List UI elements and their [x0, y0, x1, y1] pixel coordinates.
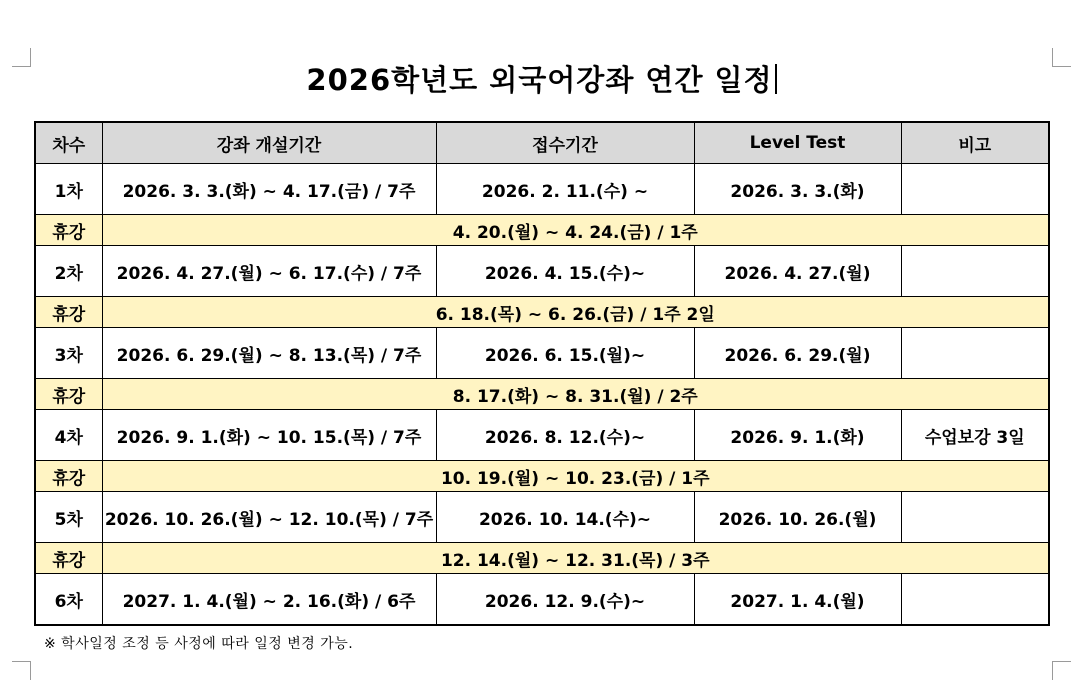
remarks-cell[interactable]	[901, 328, 1049, 379]
course-period-cell[interactable]: 2026. 6. 29.(월) ~ 8. 13.(목) / 7주	[102, 328, 436, 379]
document-title[interactable]: 2026학년도 외국어강좌 연간 일정	[0, 58, 1083, 99]
header-round[interactable]: 차수	[35, 122, 102, 164]
header-course-period[interactable]: 강좌 개설기간	[102, 122, 436, 164]
course-period-cell[interactable]: 2026. 10. 26.(월) ~ 12. 10.(목) / 7주	[102, 492, 436, 543]
break-row	[35, 543, 1049, 574]
registration-cell[interactable]: 2026. 2. 11.(수) ~	[436, 164, 694, 215]
page-corner-mark	[1052, 661, 1071, 680]
break-row	[35, 461, 1049, 492]
break-period-cell[interactable]: 4. 20.(월) ~ 4. 24.(금) / 1주	[102, 215, 1049, 246]
remarks-cell[interactable]	[901, 164, 1049, 215]
level-test-cell[interactable]: 2026. 4. 27.(월)	[694, 246, 901, 297]
registration-cell[interactable]: 2026. 6. 15.(월)~	[436, 328, 694, 379]
break-row	[35, 379, 1049, 410]
table-row	[35, 410, 1049, 461]
footnote[interactable]: ※ 학사일정 조정 등 사정에 따라 일정 변경 가능.	[44, 636, 354, 652]
registration-cell[interactable]: 2026. 12. 9.(수)~	[436, 574, 694, 626]
schedule-table[interactable]	[34, 121, 1050, 626]
course-period-cell[interactable]: 2026. 4. 27.(월) ~ 6. 17.(수) / 7주	[102, 246, 436, 297]
break-period-cell[interactable]: 6. 18.(목) ~ 6. 26.(금) / 1주 2일	[102, 297, 1049, 328]
course-period-cell[interactable]: 2026. 9. 1.(화) ~ 10. 15.(목) / 7주	[102, 410, 436, 461]
break-label-cell[interactable]: 휴강	[35, 379, 102, 410]
remarks-cell[interactable]	[901, 492, 1049, 543]
page-corner-mark	[12, 661, 31, 680]
level-test-cell[interactable]: 2026. 6. 29.(월)	[694, 328, 901, 379]
level-test-cell[interactable]: 2027. 1. 4.(월)	[694, 574, 901, 626]
break-label-cell[interactable]: 휴강	[35, 543, 102, 574]
remarks-cell[interactable]	[901, 574, 1049, 626]
header-remarks[interactable]: 비고	[901, 122, 1049, 164]
break-label-cell[interactable]: 휴강	[35, 215, 102, 246]
header-registration-period[interactable]: 접수기간	[436, 122, 694, 164]
break-label-cell[interactable]: 휴강	[35, 297, 102, 328]
break-period-cell[interactable]: 10. 19.(월) ~ 10. 23.(금) / 1주	[102, 461, 1049, 492]
level-test-cell[interactable]: 2026. 3. 3.(화)	[694, 164, 901, 215]
remarks-cell[interactable]: 수업보강 3일	[901, 410, 1049, 461]
level-test-cell[interactable]: 2026. 10. 26.(월)	[694, 492, 901, 543]
round-cell[interactable]: 6차	[35, 574, 102, 626]
table-header-row	[35, 122, 1049, 164]
table-row	[35, 328, 1049, 379]
table-row	[35, 574, 1049, 626]
round-cell[interactable]: 3차	[35, 328, 102, 379]
remarks-cell[interactable]	[901, 246, 1049, 297]
level-test-cell[interactable]: 2026. 9. 1.(화)	[694, 410, 901, 461]
break-row	[35, 215, 1049, 246]
round-cell[interactable]: 4차	[35, 410, 102, 461]
registration-cell[interactable]: 2026. 10. 14.(수)~	[436, 492, 694, 543]
break-period-cell[interactable]: 12. 14.(월) ~ 12. 31.(목) / 3주	[102, 543, 1049, 574]
table-row	[35, 246, 1049, 297]
table-row	[35, 164, 1049, 215]
registration-cell[interactable]: 2026. 8. 12.(수)~	[436, 410, 694, 461]
course-period-cell[interactable]: 2026. 3. 3.(화) ~ 4. 17.(금) / 7주	[102, 164, 436, 215]
table-row	[35, 492, 1049, 543]
header-level-test[interactable]: Level Test	[694, 122, 901, 164]
text-cursor	[775, 64, 777, 94]
break-label-cell[interactable]: 휴강	[35, 461, 102, 492]
course-period-cell[interactable]: 2027. 1. 4.(월) ~ 2. 16.(화) / 6주	[102, 574, 436, 626]
round-cell[interactable]: 2차	[35, 246, 102, 297]
round-cell[interactable]: 1차	[35, 164, 102, 215]
break-row	[35, 297, 1049, 328]
round-cell[interactable]: 5차	[35, 492, 102, 543]
registration-cell[interactable]: 2026. 4. 15.(수)~	[436, 246, 694, 297]
break-period-cell[interactable]: 8. 17.(화) ~ 8. 31.(월) / 2주	[102, 379, 1049, 410]
